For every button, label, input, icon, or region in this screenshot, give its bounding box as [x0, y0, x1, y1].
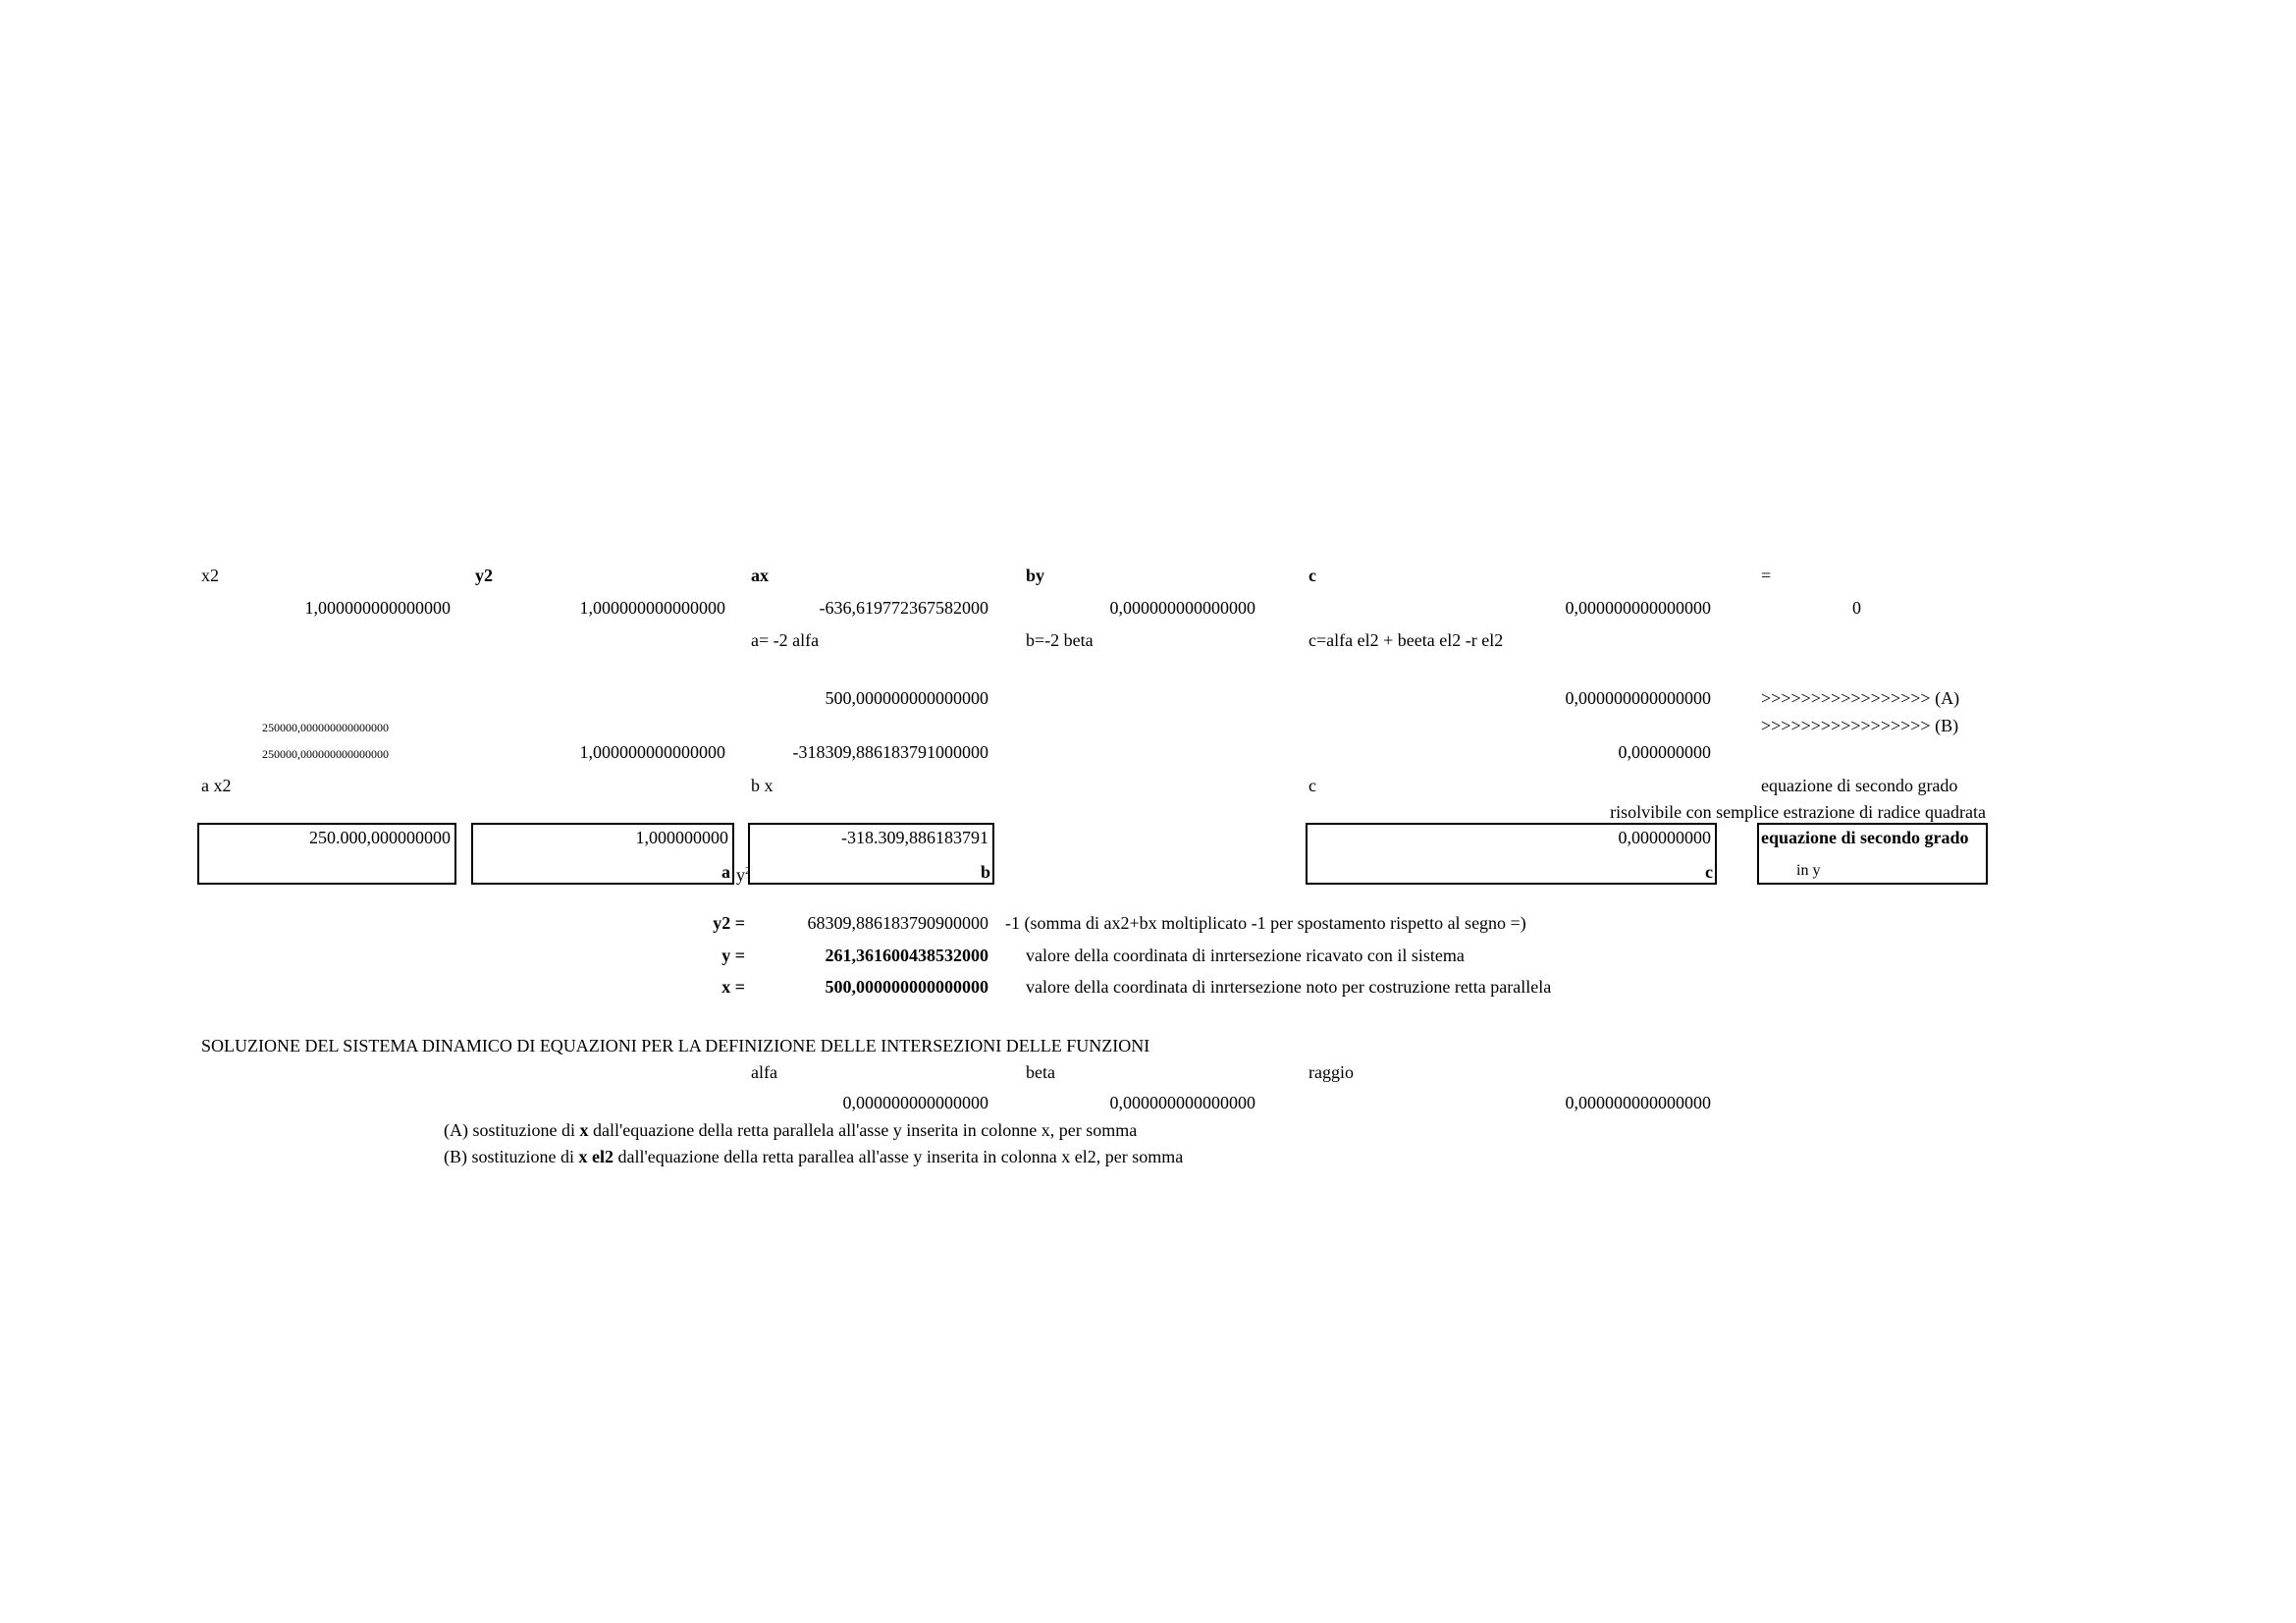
box-equation	[1757, 823, 1988, 885]
box-c-label: c	[1705, 862, 1713, 882]
box-y2-side-label: $y^2$	[736, 865, 751, 885]
substitution-y2-value: 1,000000000000000	[579, 742, 725, 762]
box-c	[1306, 823, 1717, 885]
box-c-value: 0,000000000	[1618, 828, 1711, 847]
coef-header-eq-subtitle: risolvibile con semplice estrazione di radice quadrata	[1610, 802, 1986, 822]
substitution-ax-value: 500,000000000000000	[825, 688, 988, 708]
box-equation-sub: in y	[1796, 862, 1821, 879]
formula-c: c=alfa el2 + beeta el2 -r el2	[1308, 630, 1504, 650]
result-y-note: valore della coordinata di inrtersezione ricavato con il sistema	[1026, 946, 1465, 965]
arrow-a: >>>>>>>>>>>>>>>>> (A)	[1761, 688, 1960, 708]
box-y2-label: a	[721, 862, 730, 882]
box-a-x2-value: 250.000,000000000	[309, 828, 451, 847]
formula-a: a= -2 alfa	[751, 630, 820, 650]
substitution-c-value: 0,000000000000000	[1565, 688, 1711, 708]
solution-raggio-value: 0,000000000000000	[1565, 1093, 1711, 1112]
result-y-value: 261,361600438532000	[825, 946, 988, 965]
box-y2-value: 1,000000000	[635, 828, 728, 847]
value-equals: 0	[1852, 598, 1861, 618]
value-by: 0,000000000000000	[1109, 598, 1255, 618]
note-b: (B) sostituzione di x el2 dall'equazione della retta parallea all'asse y inserita in colonna x el2, per somma	[444, 1147, 1184, 1166]
solution-title: SOLUZIONE DEL SISTEMA DINAMICO DI EQUAZIONI PER LA DEFINIZIONE DELLE INTERSEZIONI DELLE FUNZIONI	[201, 1036, 1150, 1055]
coef-header-bx: b x	[751, 776, 774, 795]
header-y2: y2	[475, 566, 493, 585]
result-y2-label: y2 =	[713, 913, 745, 933]
small-value-1: 250000,000000000000000	[262, 721, 389, 734]
box-a-x2	[197, 823, 456, 885]
result-x-label: x =	[721, 977, 745, 997]
header-by: by	[1026, 566, 1045, 585]
solution-raggio-label: raggio	[1308, 1062, 1354, 1082]
box-equation-title: equazione di secondo grado	[1761, 828, 1969, 847]
result-y2-note: -1 (somma di ax2+bx moltiplicato -1 per spostamento rispetto al segno =)	[1005, 913, 1526, 933]
coef-header-c: c	[1308, 776, 1316, 795]
box-b-value: -318.309,886183791	[841, 828, 988, 847]
solution-beta-label: beta	[1026, 1062, 1055, 1082]
solution-alfa-label: alfa	[751, 1062, 777, 1082]
box-b-label: b	[980, 862, 990, 882]
result-y-label: y =	[721, 946, 745, 965]
value-x2: 1,000000000000000	[304, 598, 451, 618]
note-a: (A) sostituzione di x dall'equazione della retta parallela all'asse y inserita in colonne x, per somma	[444, 1120, 1138, 1140]
value-c: 0,000000000000000	[1565, 598, 1711, 618]
solution-alfa-value: 0,000000000000000	[842, 1093, 988, 1112]
header-equals: =	[1761, 566, 1772, 585]
solution-beta-value: 0,000000000000000	[1109, 1093, 1255, 1112]
value-y2: 1,000000000000000	[579, 598, 725, 618]
substitution-ax-value-2: -318309,886183791000000	[792, 742, 988, 762]
coef-header-ax2: a x2	[201, 776, 232, 795]
formula-b: b=-2 beta	[1026, 630, 1094, 650]
coef-header-eq-title: equazione di secondo grado	[1761, 776, 1958, 795]
result-x-note: valore della coordinata di inrtersezione noto per costruzione retta parallela	[1026, 977, 1552, 997]
box-y2	[471, 823, 734, 885]
substitution-c-value-2: 0,000000000	[1618, 742, 1711, 762]
result-y2-value: 68309,886183790900000	[807, 913, 988, 933]
header-c: c	[1308, 566, 1316, 585]
box-b	[748, 823, 994, 885]
header-ax: ax	[751, 566, 769, 585]
small-value-2: 250000,000000000000000	[262, 747, 389, 761]
arrow-b: >>>>>>>>>>>>>>>>> (B)	[1761, 716, 1959, 735]
result-x-value: 500,000000000000000	[825, 977, 988, 997]
value-ax: -636,619772367582000	[819, 598, 988, 618]
header-x2: x2	[201, 566, 219, 585]
